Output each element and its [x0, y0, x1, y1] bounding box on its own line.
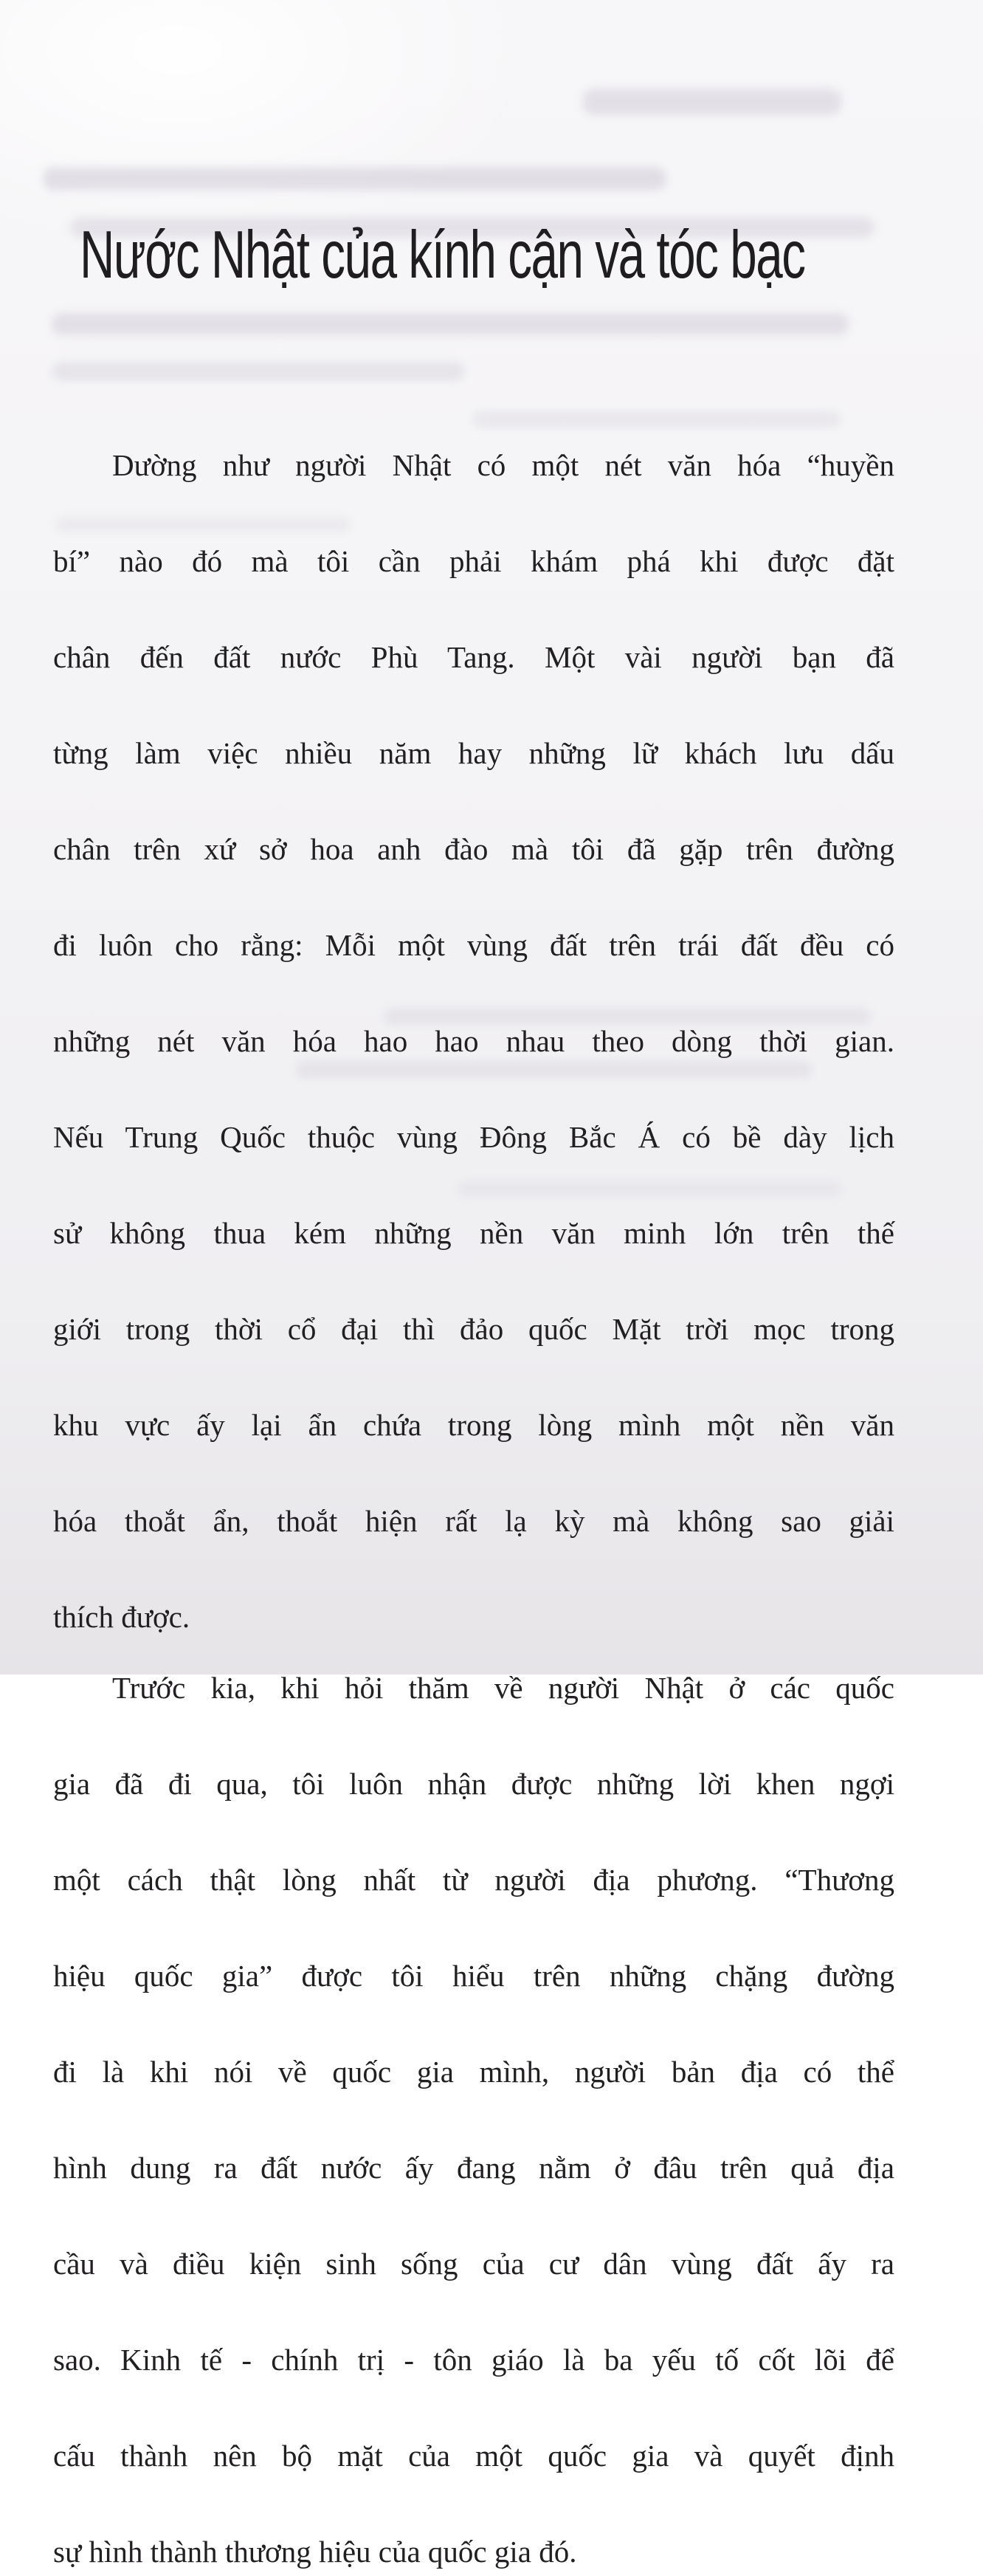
text-line: cầu và điều kiện sinh sống của cư dân vùng đất ấy ra	[53, 2247, 894, 2281]
text-line: bí” nào đó mà tôi cần phải khám phá khi được đặt	[53, 544, 894, 578]
bleedthrough-mark	[52, 313, 849, 335]
paragraph	[53, 442, 894, 1641]
text-line: một cách thật lòng nhất từ người địa phương. “Thương	[53, 1863, 894, 1897]
text-line: đi là khi nói về quốc gia mình, người bản địa có thể	[53, 2055, 894, 2089]
text-line: Nếu Trung Quốc thuộc vùng Đông Bắc Á có bề dày lịch	[53, 1120, 894, 1154]
text-line: những nét văn hóa hao hao nhau theo dòng thời gian.	[53, 1024, 894, 1058]
text-line: đi luôn cho rằng: Mỗi một vùng đất trên trái đất đều có	[53, 928, 894, 962]
text-line: Dường như người Nhật có một nét văn hóa “huyền	[112, 448, 894, 482]
text-line: gia đã đi qua, tôi luôn nhận được những lời khen ngợi	[53, 1767, 894, 1801]
bleedthrough-mark	[583, 89, 841, 115]
text-line: cấu thành nên bộ mặt của một quốc gia và quyết định	[53, 2439, 894, 2473]
paragraph	[53, 1664, 894, 2576]
text-line: chân trên xứ sở hoa anh đào mà tôi đã gặp trên đường	[53, 832, 894, 866]
text-line: sao. Kinh tế - chính trị - tôn giáo là ba yếu tố cốt lõi để	[53, 2343, 894, 2377]
text-line: chân đến đất nước Phù Tang. Một vài người bạn đã	[53, 640, 894, 674]
text-line: thích được.	[53, 1600, 190, 1634]
bleedthrough-mark	[472, 411, 841, 428]
text-line: sử không thua kém những nền văn minh lớn trên thế	[53, 1216, 894, 1250]
bleedthrough-mark	[52, 362, 465, 381]
text-line: Trước kia, khi hỏi thăm về người Nhật ở các quốc	[112, 1671, 894, 1705]
bleedthrough-mark	[43, 167, 666, 190]
text-line: từng làm việc nhiều năm hay những lữ khách lưu dấu	[53, 736, 894, 770]
text-line: hiệu quốc gia” được tôi hiểu trên những chặng đường	[53, 1959, 894, 1993]
text-line: hình dung ra đất nước ấy đang nằm ở đâu trên quả địa	[53, 2151, 894, 2185]
body-text	[53, 442, 894, 2576]
chapter-title: Nước Nhật của kính cận và tóc bạc	[80, 218, 805, 292]
text-line: giới trong thời cổ đại thì đảo quốc Mặt trời mọc trong	[53, 1312, 894, 1346]
text-line: sự hình thành thương hiệu của quốc gia đó.	[53, 2535, 577, 2569]
text-line: khu vực ấy lại ẩn chứa trong lòng mình một nền văn	[53, 1408, 894, 1442]
text-line: hóa thoắt ẩn, thoắt hiện rất lạ kỳ mà không sao giải	[53, 1504, 894, 1538]
